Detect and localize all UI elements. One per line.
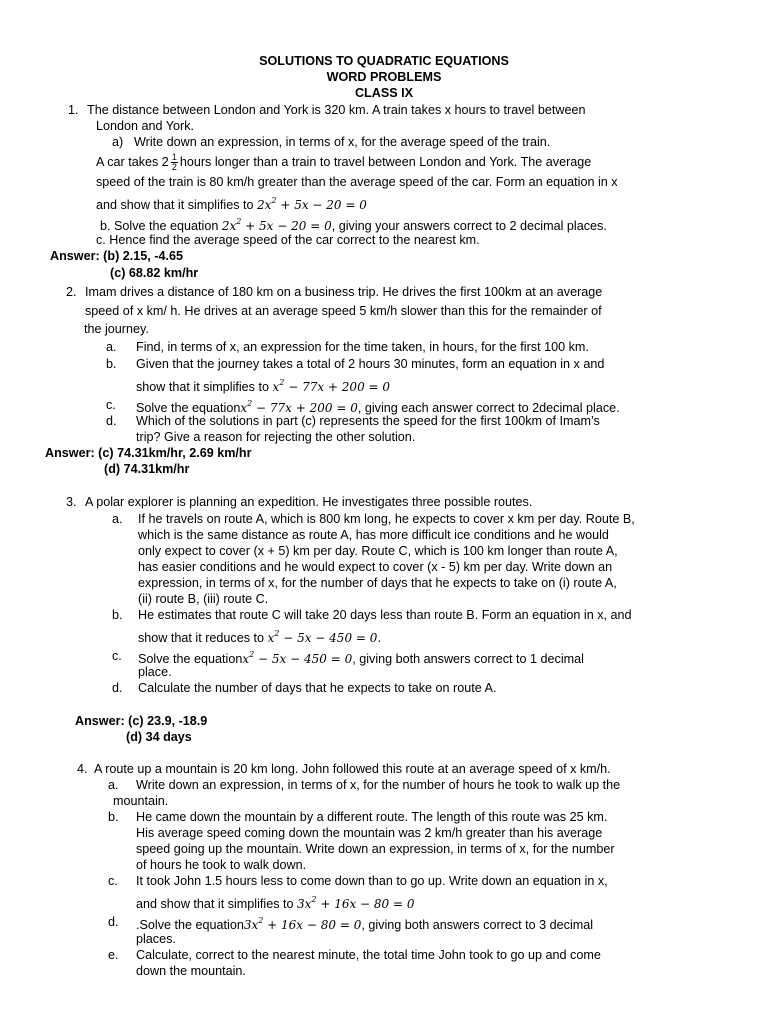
q3-d-label: d. xyxy=(112,681,123,695)
q1-a-text: Write down an expression, in terms of x, for the average speed of the train. xyxy=(134,135,551,149)
q4-d-pre: .Solve the equation xyxy=(136,918,244,932)
q1-b-post: , giving your answers correct to 2 decimal places. xyxy=(331,219,607,233)
q4-d-equation: $3x^2 + 16x - 80 = 0$ xyxy=(243,916,362,932)
q4-number: 4. xyxy=(77,762,88,776)
title-line-1: SOLUTIONS TO QUADRATIC EQUATIONS xyxy=(259,54,509,68)
q4-c-text: It took John 1.5 hours less to come down than to go up. Write down an equation in x, xyxy=(136,874,608,888)
q1-eq-term: 2x xyxy=(257,198,272,212)
q4-b-line-3: speed going up the mountain. Write down an expression, in terms of x, for the number xyxy=(136,842,615,856)
q1-speed-line: speed of the train is 80 km/h greater than the average speed of the car. Form an equation in x xyxy=(96,175,618,189)
q1-frac-num: 1 xyxy=(171,152,177,162)
q2-equation: $x^2 - 77x + 200 = 0$ xyxy=(272,378,391,394)
q1-simplify-pre: and show that it simplifies to xyxy=(96,198,254,212)
q2-number: 2. xyxy=(66,285,77,299)
q2-text-line-3: the journey. xyxy=(84,322,149,336)
q2-c-eq-rest: − 77x + 200 = 0 xyxy=(256,401,358,415)
q2-b-text: Given that the journey takes a total of 2 hours 30 minutes, form an equation in x and xyxy=(136,357,605,371)
q4-d-post: , giving both answers correct to 3 decimal xyxy=(361,918,594,932)
q3-eq-rest: − 5x − 450 = 0. xyxy=(283,631,382,645)
q1-simplify-line xyxy=(96,194,367,213)
q2-d-line-2: trip? Give a reason for rejecting the other solution. xyxy=(136,430,416,444)
q3-a-line-1: If he travels on route A, which is 800 km long, he expects to cover x km per day. Route B, xyxy=(138,512,635,526)
q3-a-line-6: (ii) route B, (iii) route C. xyxy=(138,592,269,606)
q1-fraction xyxy=(171,153,178,172)
q2-c-label: c. xyxy=(106,398,116,412)
q4-e-line-1: Calculate, correct to the nearest minute, the total time John took to go up and come xyxy=(136,948,601,962)
q2-c-post: , giving each answer correct to 2decimal place. xyxy=(357,401,620,415)
q1-frac-den: 2 xyxy=(171,162,177,172)
q3-c-eq-rest: − 5x − 450 = 0 xyxy=(258,652,353,666)
title-line-3: CLASS IX xyxy=(354,86,414,100)
q4-c-line-2 xyxy=(136,893,415,912)
q3-c-equation: $x^2 - 5x - 450 = 0$ xyxy=(242,650,353,666)
q4-c-pre: and show that it simplifies to xyxy=(136,897,294,911)
q3-b-pre: show that it reduces to xyxy=(138,631,265,645)
q3-c-post: , giving both answers correct to 1 decimal xyxy=(352,652,584,666)
q3-answer-2: (d) 34 days xyxy=(126,730,192,744)
q3-a-label: a. xyxy=(112,512,123,526)
q1-text-line-2: London and York. xyxy=(96,119,195,133)
title-line-2: WORD PROBLEMS xyxy=(326,70,442,84)
q2-answer-2: (d) 74.31km/hr xyxy=(104,462,190,476)
q3-answer-1: Answer: (c) 23.9, -18.9 xyxy=(75,714,208,728)
q4-b-label: b. xyxy=(108,810,119,824)
q4-b-line-2: His average speed coming down the mountain was 2 km/h greater than his average xyxy=(136,826,603,840)
q1-car-line xyxy=(96,153,591,172)
q3-a-line-3: only expect to cover (x + 5) km per day. Route C, which is 100 km longer than route A, xyxy=(138,544,618,558)
q1-b-eq-term: 2x xyxy=(221,219,237,233)
q1-c-text: c. Hence find the average speed of the car correct to the nearest km. xyxy=(96,233,480,247)
q2-d-line-1: Which of the solutions in part (c) represents the speed for the first 100km of Imam’s xyxy=(136,414,600,428)
q3-b-line-2 xyxy=(138,627,381,646)
q1-equation: $2x^2 + 5x - 20 = 0$ xyxy=(257,196,367,212)
q4-a-line-2: mountain. xyxy=(113,794,169,808)
q3-intro: A polar explorer is planning an expedition. He investigates three possible routes. xyxy=(85,495,533,509)
q1-answer-1: Answer: (b) 2.15, -4.65 xyxy=(50,249,183,263)
q3-eq-term: x xyxy=(267,631,275,645)
q1-eq-rest: + 5x − 20 = 0 xyxy=(280,198,367,212)
q3-b-text: He estimates that route C will take 20 days less than route B. Form an equation in x, and xyxy=(138,608,632,622)
q3-a-line-4: has easier conditions and he would expect to cover (x - 5) km per day. Write down an xyxy=(138,560,613,574)
q2-b-line-2 xyxy=(136,376,390,395)
q2-b-pre: show that it simplifies to xyxy=(136,380,269,394)
q2-c-eq-term: x xyxy=(240,401,248,415)
q1-a-label: a) xyxy=(112,135,124,149)
q3-c-line xyxy=(138,648,584,667)
q1-text-line-1: The distance between London and York is 320 km. A train takes x hours to travel between xyxy=(87,103,586,117)
q1-car-pre: A car takes 2 xyxy=(96,154,169,169)
q3-c-label: c. xyxy=(112,649,122,663)
q2-c-equation: $x^2 - 77x + 200 = 0$ xyxy=(240,399,358,415)
q1-b-equation: $2x^2 + 5x - 20 = 0$ xyxy=(221,217,332,233)
q2-eq-rest: − 77x + 200 = 0 xyxy=(288,380,391,394)
q3-number: 3. xyxy=(66,495,77,509)
q1-car-post: hours longer than a train to travel between London and York. The average xyxy=(179,154,592,169)
q3-a-line-2: which is the same distance as route A, has more difficult ice conditions and he would xyxy=(138,528,609,542)
q4-d-line-2: places. xyxy=(136,932,176,946)
q4-d-eq-rest: + 16x − 80 = 0 xyxy=(267,918,362,932)
q1-answer-2: (c) 68.82 km/hr xyxy=(110,266,199,280)
q4-intro: A route up a mountain is 20 km long. John followed this route at an average speed of x km/h. xyxy=(94,762,611,776)
q2-eq-term: x xyxy=(272,380,280,394)
q2-c-pre: Solve the equation xyxy=(136,401,241,415)
q1-b-eq-rest: + 5x − 20 = 0 xyxy=(245,219,332,233)
q3-d-text: Calculate the number of days that he expects to take on route A. xyxy=(138,681,497,695)
q4-eq-rest: + 16x − 80 = 0 xyxy=(320,897,415,911)
q3-c-eq-term: x xyxy=(242,652,250,666)
q2-a-text: Find, in terms of x, an expression for the time taken, in hours, for the first 100 km. xyxy=(136,340,589,354)
q3-a-line-5: expression, in terms of x, for the number of days that he expects to take on (i) route A, xyxy=(138,576,617,590)
q4-c-label: c. xyxy=(108,874,118,888)
q4-b-line-1: He came down the mountain by a different route. The length of this route was 25 km. xyxy=(136,810,608,824)
q4-a-label: a. xyxy=(108,778,119,792)
q3-c-pre: Solve the equation xyxy=(138,652,243,666)
q4-equation: $3x^2 + 16x - 80 = 0$ xyxy=(297,895,415,911)
q2-text-line-1: Imam drives a distance of 180 km on a business trip. He drives the first 100km at an average xyxy=(85,285,603,299)
q2-b-label: b. xyxy=(106,357,117,371)
q4-eq-term: 3x xyxy=(297,897,312,911)
q4-e-line-2: down the mountain. xyxy=(136,964,246,978)
q4-e-label: e. xyxy=(108,948,119,962)
q4-d-label: d. xyxy=(108,915,119,929)
q1-number: 1. xyxy=(68,103,79,117)
q2-d-label: d. xyxy=(106,414,117,428)
q4-d-eq-term: 3x xyxy=(243,918,259,932)
q2-text-line-2: speed of x km/ h. He drives at an average speed 5 km/h slower than this for the remainder of xyxy=(85,304,602,318)
q3-c-line-2: place. xyxy=(138,665,172,679)
q2-a-label: a. xyxy=(106,340,117,354)
q3-equation: $x^2 - 5x - 450 = 0$. xyxy=(267,629,382,645)
q1-b-pre: b. Solve the equation xyxy=(100,219,219,233)
q3-b-label: b. xyxy=(112,608,123,622)
q4-d-line xyxy=(136,914,593,933)
q4-a-line-1: Write down an expression, in terms of x, for the number of hours he took to walk up the xyxy=(136,778,621,792)
q4-b-line-4: of hours he took to walk down. xyxy=(136,858,307,872)
q2-answer-1: Answer: (c) 74.31km/hr, 2.69 km/hr xyxy=(45,446,252,460)
